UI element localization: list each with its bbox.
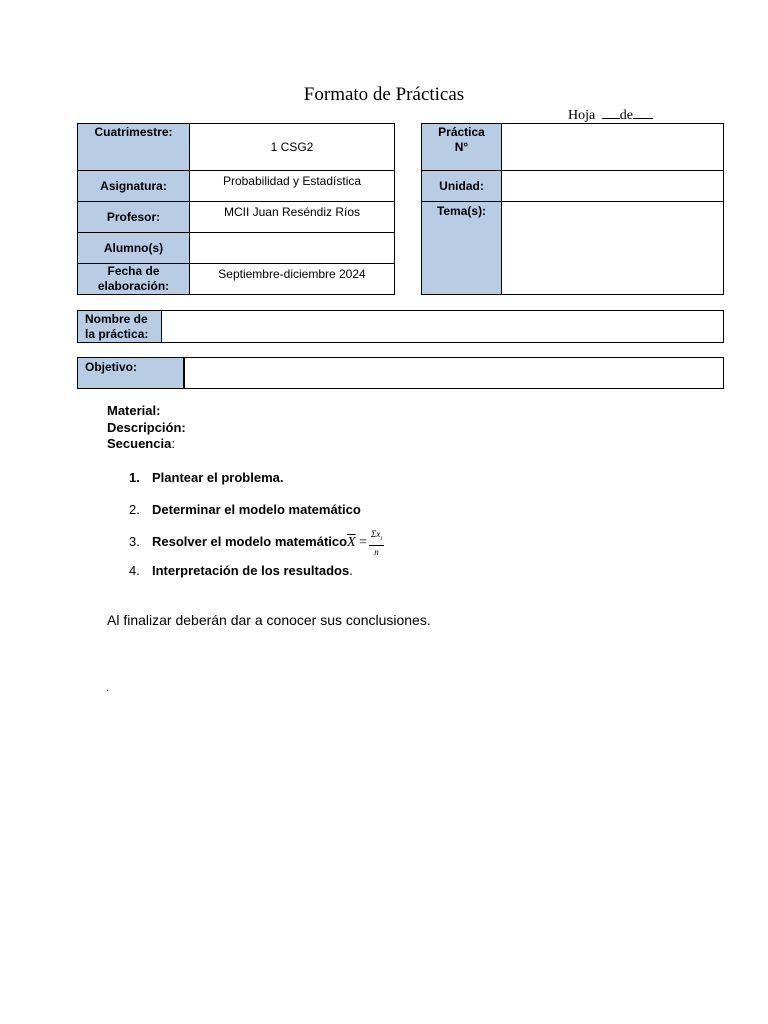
- formula-equals: =: [359, 535, 368, 551]
- nombre-label-line1: Nombre de: [85, 312, 148, 326]
- formula-subscript: i: [380, 535, 383, 542]
- step-number: 2.: [129, 502, 140, 517]
- cuatrimestre-value[interactable]: 1 CSG2: [190, 124, 395, 171]
- sheet-label: Hoja: [568, 108, 596, 123]
- formula-fraction: [369, 528, 384, 558]
- tema-label: Tema(s):: [422, 202, 502, 295]
- descripcion-heading: Descripción:: [107, 419, 186, 435]
- tema-value[interactable]: [502, 202, 724, 295]
- objetivo-table: [77, 357, 724, 389]
- secuencia-colon: :: [171, 436, 175, 451]
- unidad-value[interactable]: [502, 171, 724, 202]
- formula-denominator: n: [374, 546, 379, 557]
- step-suffix: .: [349, 563, 353, 578]
- step-1: [129, 470, 284, 485]
- step-text: Resolver el modelo matemático: [152, 534, 348, 550]
- step-4: [129, 563, 353, 578]
- practica-label: [422, 124, 502, 171]
- sheet-number-blank[interactable]: [602, 106, 620, 119]
- practica-value[interactable]: [502, 124, 724, 171]
- secuencia-heading: [107, 436, 186, 453]
- objetivo-value[interactable]: [184, 358, 724, 389]
- secuencia-label: Secuencia: [107, 436, 172, 451]
- closing-text: Al finalizar deberán dar a conocer sus conclusiones.: [107, 612, 431, 628]
- nombre-label-line2: la práctica:: [85, 327, 149, 341]
- material-heading: Material:: [107, 403, 161, 418]
- alumno-label: Alumno(s): [78, 233, 190, 264]
- step-3: [129, 528, 384, 558]
- nombre-table: [77, 310, 724, 343]
- sheet-of-label: de: [619, 108, 633, 123]
- cuatrimestre-label: Cuatrimestre:: [78, 124, 190, 171]
- nombre-value[interactable]: [162, 311, 724, 343]
- profesor-value[interactable]: MCII Juan Reséndiz Ríos: [190, 202, 395, 233]
- alumno-value[interactable]: [190, 233, 395, 264]
- step-number: 4.: [129, 563, 140, 578]
- formula-numerator: [369, 528, 384, 546]
- practice-table: [421, 123, 724, 295]
- trailing-dot: .: [106, 680, 110, 694]
- step-text: Determinar el modelo matemático: [152, 502, 361, 517]
- info-table: [77, 123, 395, 295]
- nombre-label: [78, 311, 162, 343]
- fecha-label-line1: Fecha de: [107, 264, 160, 278]
- sheet-counter: [568, 106, 653, 124]
- fecha-label: [78, 264, 190, 295]
- page-title: Formato de Prácticas: [303, 84, 465, 105]
- section-headings: [107, 403, 186, 453]
- asignatura-value[interactable]: Probabilidad y Estadística: [190, 171, 395, 202]
- objetivo-label: Objetivo:: [78, 358, 185, 389]
- step-2: [129, 502, 361, 517]
- practica-label-line1: Práctica: [438, 125, 485, 139]
- formula-lhs: $\overline{X}$: [347, 535, 356, 551]
- fecha-label-line2: elaboración:: [97, 279, 170, 293]
- fecha-value[interactable]: Septiembre-diciembre 2024: [190, 264, 395, 295]
- step-number: 1.: [129, 470, 140, 485]
- profesor-label: Profesor:: [78, 202, 190, 233]
- step-text: Plantear el problema.: [152, 470, 284, 485]
- practica-label-line2: N°: [454, 140, 469, 154]
- step-number: 3.: [129, 534, 140, 550]
- unidad-label: Unidad:: [422, 171, 502, 202]
- asignatura-label: Asignatura:: [78, 171, 190, 202]
- step-text: Interpretación de los resultados: [152, 563, 350, 578]
- sheet-total-blank[interactable]: [633, 106, 653, 119]
- formula-sum: Σx: [371, 529, 381, 539]
